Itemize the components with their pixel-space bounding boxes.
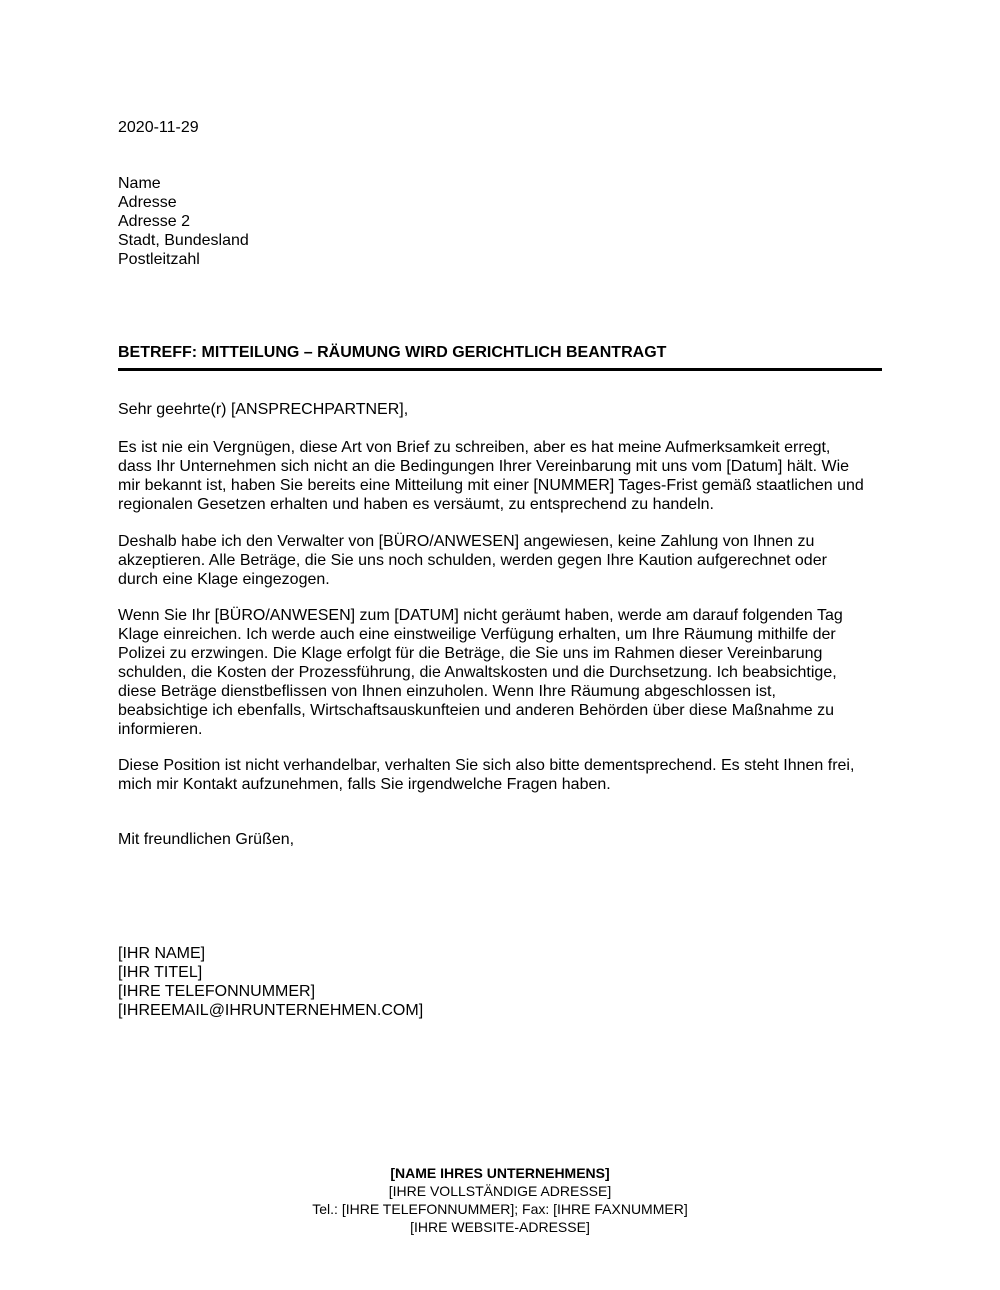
body-paragraph <box>118 532 888 589</box>
recipient-name: Name <box>118 175 161 192</box>
paragraph-line: schulden, die Kosten der Prozessführung, die Anwaltskosten und die Durchsetzung. Ich beabsichtige, <box>118 664 837 681</box>
letter-date: 2020-11-29 <box>118 119 199 136</box>
paragraph-line: mich mir Kontakt aufzunehmen, falls Sie irgendwelche Fragen haben. <box>118 776 611 793</box>
recipient-postal-code: Postleitzahl <box>118 251 200 268</box>
paragraph-line: informieren. <box>118 721 203 738</box>
recipient-address-line-2: Adresse 2 <box>118 213 191 230</box>
subject-line: BETREFF: MITTEILUNG – RÄUMUNG WIRD GERICHTLICH BEANTRAGT <box>118 344 667 361</box>
paragraph-line: beabsichtige ich ebenfalls, Wirtschaftsauskunfteien und anderen Behörden über diese Maßnahme zu <box>118 702 834 719</box>
body-paragraph <box>118 438 888 514</box>
paragraph-line: diese Beträge dienstbeflissen von Ihnen einzuholen. Wenn Ihre Räumung abgeschlossen ist, <box>118 683 776 700</box>
recipient-address <box>118 174 888 269</box>
paragraph-line: Klage einreichen. Ich werde auch eine einstweilige Verfügung erhalten, um Ihre Räumung mithilfe der <box>118 626 836 643</box>
footer-address: [IHRE VOLLSTÄNDIGE ADRESSE] <box>388 1183 612 1199</box>
paragraph-line: durch eine Klage eingezogen. <box>118 571 330 588</box>
footer-website: [IHRE WEBSITE-ADRESSE] <box>410 1219 590 1235</box>
body-paragraph <box>118 606 888 739</box>
signature-name: [IHR NAME] <box>118 945 206 962</box>
signature-block <box>118 944 888 1020</box>
paragraph-line: Es ist nie ein Vergnügen, diese Art von Brief zu schreiben, aber es hat meine Aufmerksamkeit erregt, <box>118 439 831 456</box>
paragraph-line: regionalen Gesetzen erhalten und haben es versäumt, zu entsprechend zu handeln. <box>118 496 714 513</box>
paragraph-line: Diese Position ist nicht verhandelbar, verhalten Sie sich also bitte dementsprechend. Es steht Ihnen frei, <box>118 757 855 774</box>
footer-company-name: [NAME IHRES UNTERNEHMENS] <box>390 1165 610 1181</box>
paragraph-line: Wenn Sie Ihr [BÜRO/ANWESEN] zum [DATUM] nicht geräumt haben, werde am darauf folgenden Tag <box>118 607 843 624</box>
closing: Mit freundlichen Grüßen, <box>118 831 295 848</box>
recipient-address-line-1: Adresse <box>118 194 177 211</box>
signature-title: [IHR TITEL] <box>118 964 203 981</box>
paragraph-line: Deshalb habe ich den Verwalter von [BÜRO/ANWESEN] angewiesen, keine Zahlung von Ihnen zu <box>118 533 815 550</box>
footer-contact: Tel.: [IHRE TELEFONNUMMER]; Fax: [IHRE FAXNUMMER] <box>312 1201 688 1217</box>
body-paragraph <box>118 756 888 794</box>
recipient-city-state: Stadt, Bundesland <box>118 232 249 249</box>
signature-phone: [IHRE TELEFONNUMMER] <box>118 983 316 1000</box>
letter-footer <box>0 1164 1000 1236</box>
salutation: Sehr geehrte(r) [ANSPRECHPARTNER], <box>118 401 409 418</box>
paragraph-line: dass Ihr Unternehmen sich nicht an die Bedingungen Ihrer Vereinbarung mit uns vom [Datum] hält. Wie <box>118 458 850 475</box>
signature-email: [IHREEMAIL@IHRUNTERNEHMEN.COM] <box>118 1002 424 1019</box>
paragraph-line: akzeptieren. Alle Beträge, die Sie uns noch schulden, werden gegen Ihre Kaution aufgerechnet oder <box>118 552 827 569</box>
paragraph-line: Polizei zu erzwingen. Die Klage erfolgt für die Beträge, die Sie uns im Rahmen dieser Vereinbarung <box>118 645 823 662</box>
subject-divider <box>118 368 882 371</box>
paragraph-line: mir bekannt ist, haben Sie bereits eine Mitteilung mit einer [NUMMER] Tages-Frist gemäß staatlichen und <box>118 477 864 494</box>
